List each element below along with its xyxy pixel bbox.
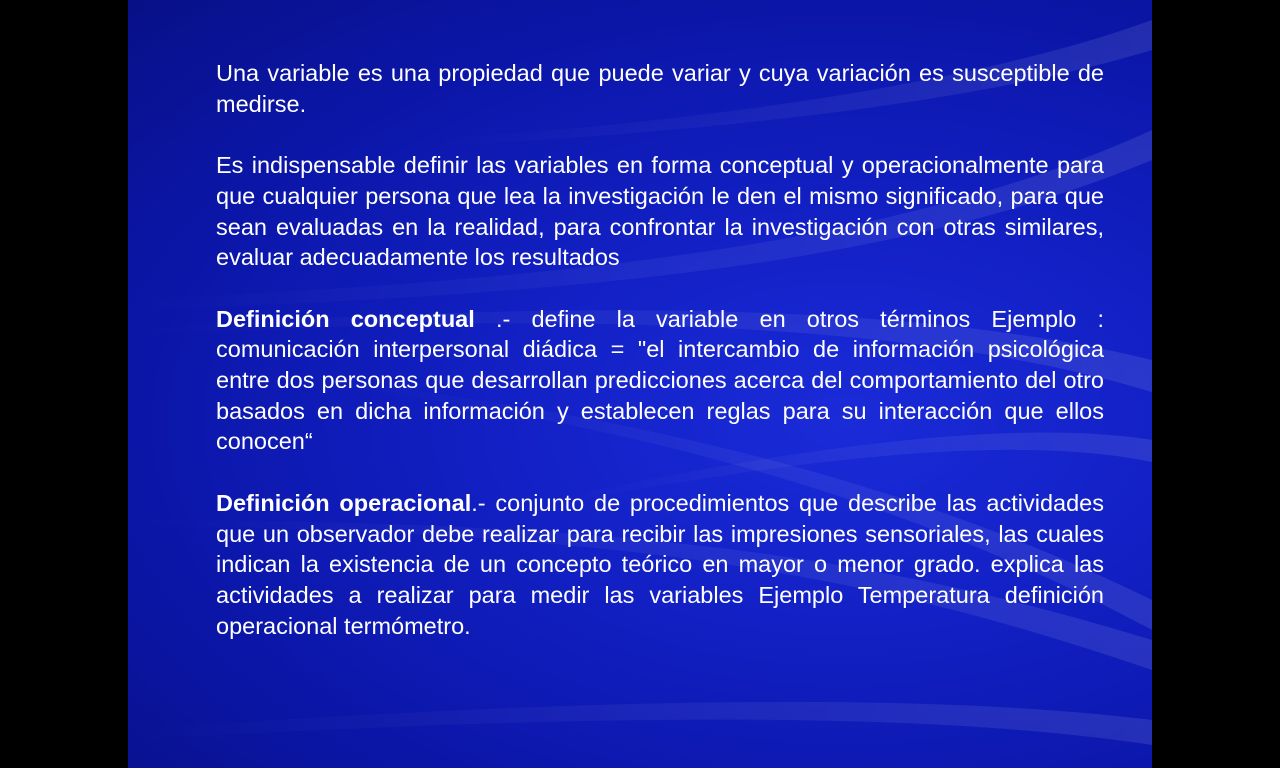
- slide-body: [216, 58, 1104, 672]
- paragraph-operational-definition: [216, 488, 1104, 642]
- paragraph-text: .- define la variable en otros términos Ejemplo : comunicación interpersonal diádica = "el intercambio de información psicológica entre dos personas que desarrollan predicciones acerca del comportamiento del otro basados en dicha información y establecen reglas para su interacción que ellos conocen“: [216, 305, 1105, 455]
- paragraph-variable-definition: [216, 58, 1104, 119]
- paragraph-text: .- conjunto de procedimientos que describe las actividades que un observador debe realizar para recibir las impresiones sensoriales, las cuales indican la existencia de un concepto teórico en mayor o menor grado. explica las actividades a realizar para medir las variables Ejemplo Temperatura definición operacional termómetro.: [216, 489, 1104, 639]
- paragraph-conceptual-definition: [216, 304, 1104, 458]
- paragraph-text: Es indispensable definir las variables en forma conceptual y operacionalmente para que cualquier persona que lea la investigación le den el mismo significado, para que sean evaluadas en la realidad, para confrontar la investigación con otras similares, evaluar adecuadamente los resultados: [216, 152, 1104, 271]
- term-heading: Definición conceptual: [216, 305, 475, 332]
- slide: [128, 0, 1152, 768]
- term-heading: Definición operacional: [216, 489, 472, 516]
- paragraph-text: Una variable es una propiedad que puede variar y cuya variación es susceptible de medirse.: [216, 60, 1104, 117]
- paragraph-importance: [216, 150, 1104, 273]
